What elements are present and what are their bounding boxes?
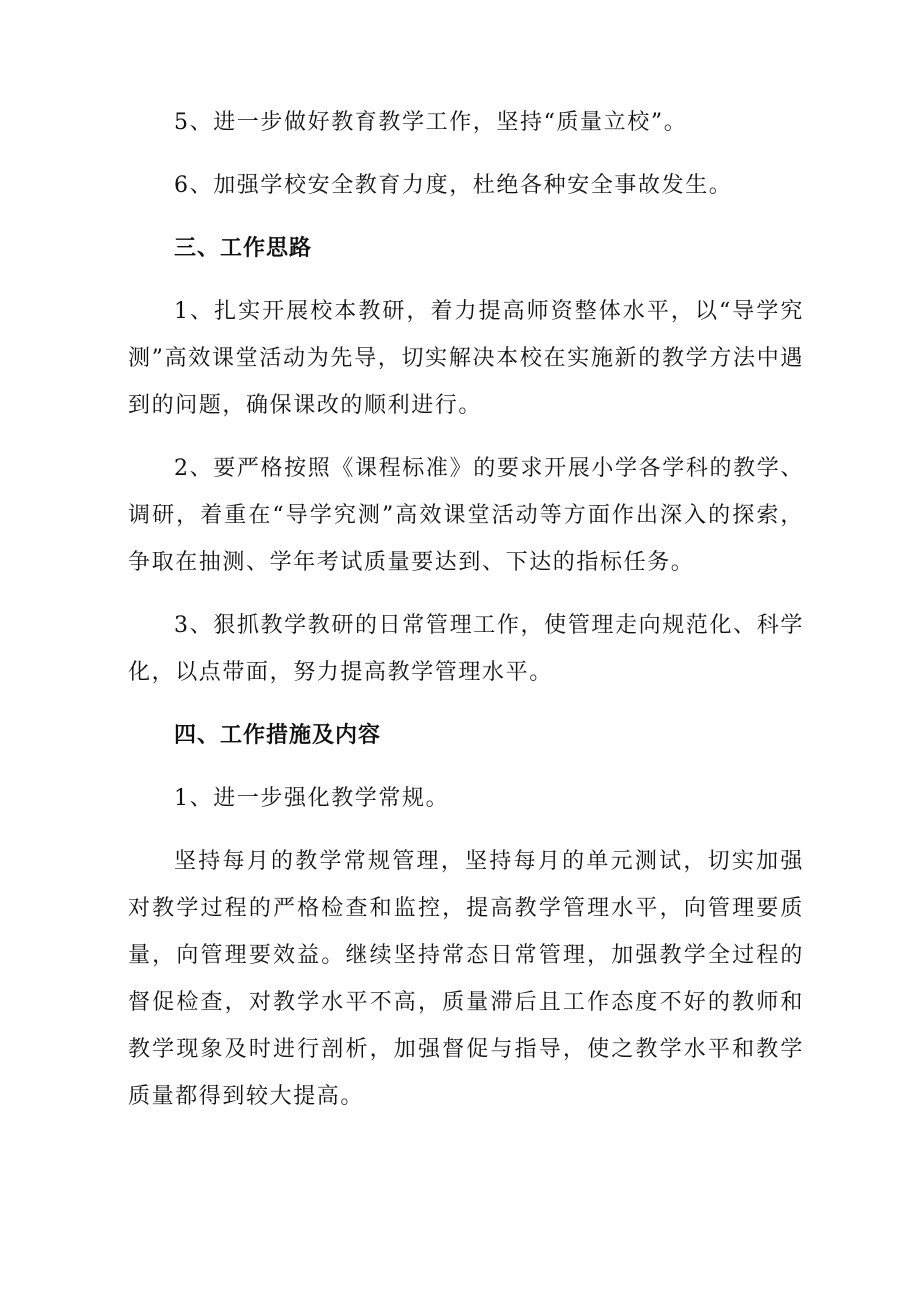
measure-item-1: 1、进一步强化教学常规。 (174, 786, 450, 811)
section-heading-4: 四、工作措施及内容 (174, 723, 382, 748)
measure-item-1-body: 坚持每月的教学常规管理，坚持每月的单元测试，切实加强对教学过程的严格检查和监控，提高教学管理水平，向管理要质量，向管理要效益。继续坚持常态日常管理，加强教学全过程的督促检查，对教学水平不高，质量滞后且工作态度不好的教师和教学现象及时进行剖析，加强督促与指导，使之教学水平和教学质量都得到较大提高。 (128, 849, 804, 1109)
section-heading-3: 三、工作思路 (174, 236, 313, 261)
item-5-quality: 5、进一步做好教育教学工作，坚持“质量立校”。 (174, 110, 688, 135)
thinking-item-1: 1、扎实开展校本教研，着力提高师资整体水平，以“导学究测”高效课堂活动为先导，切实解决本校在实施新的教学方法中遇到的问题，确保课改的顺利进行。 (128, 299, 804, 418)
item-6-safety: 6、加强学校安全教育力度，杜绝各种安全事故发生。 (174, 173, 733, 198)
thinking-item-2: 2、要严格按照《课程标准》的要求开展小学各学科的教学、调研，着重在“导学究测”高效课堂活动等方面作出深入的探索，争取在抽测、学年考试质量要达到、下达的指标任务。 (128, 456, 804, 575)
document-body (128, 99, 804, 1120)
thinking-item-3: 3、狠抓教学教研的日常管理工作，使管理走向规范化、科学化，以点带面，努力提高教学管理水平。 (128, 613, 804, 685)
